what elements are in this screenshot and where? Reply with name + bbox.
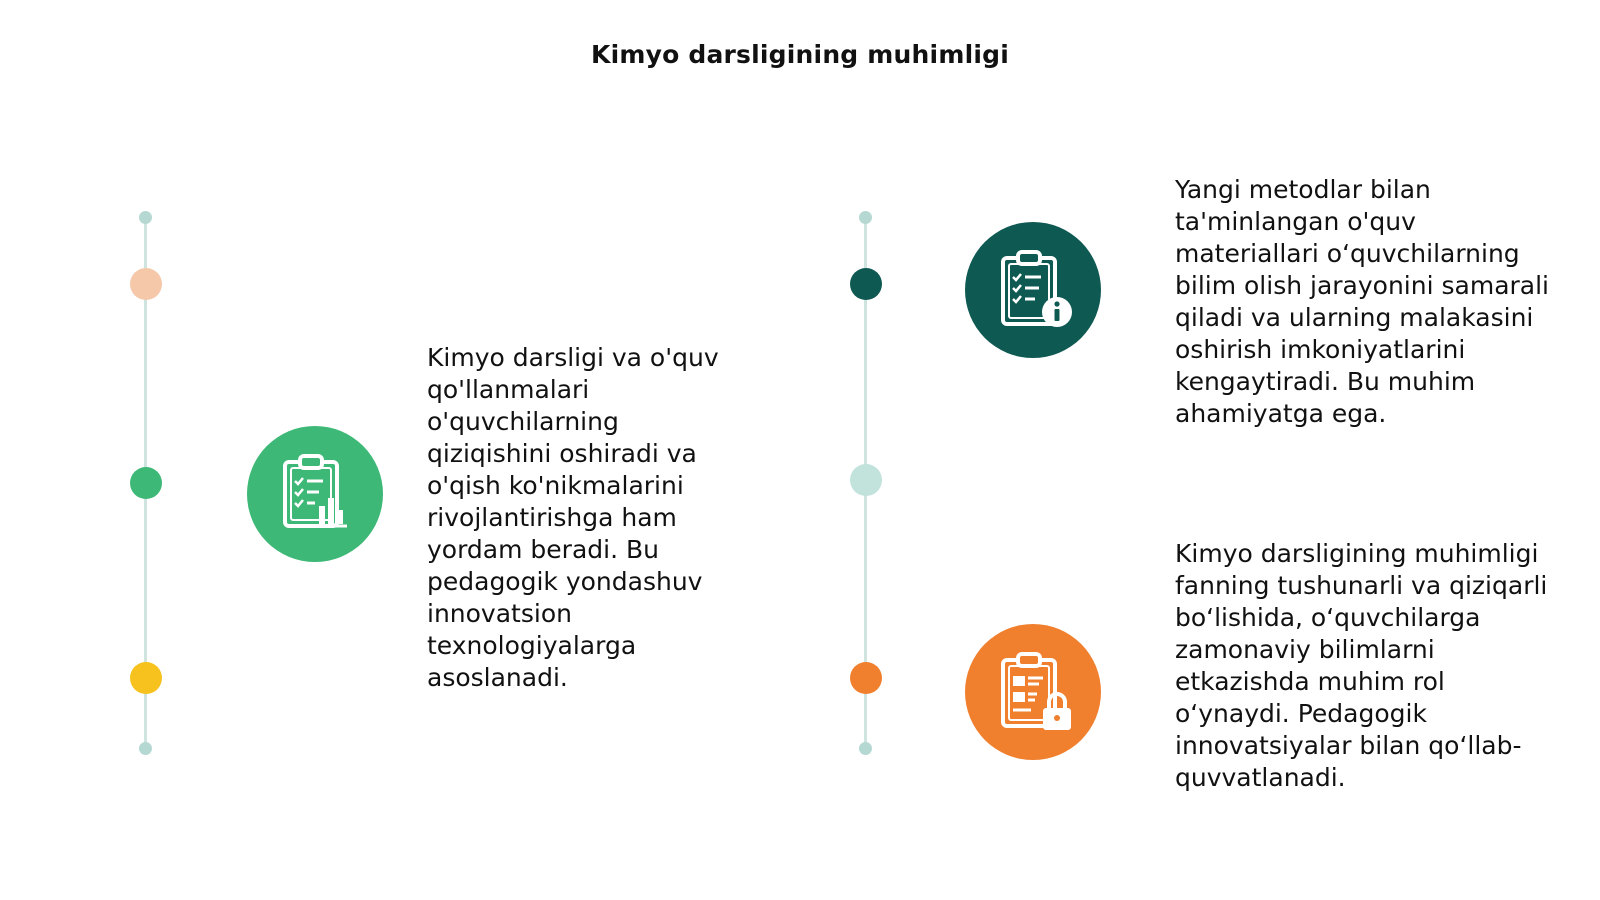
timeline-right — [846, 205, 886, 765]
timeline-left-dot-green — [130, 467, 162, 499]
timeline-left-dot-peach — [130, 268, 162, 300]
clipboard-lock-icon — [965, 624, 1101, 760]
timeline-right-start-dot — [859, 211, 872, 224]
text-block-3: Kimyo darsligining muhimligi fanning tushunarli va qiziqarli bo‘lishida, o‘quvchilarga zamonaviy bilimlarni etkazishda muhim rol o‘ynaydi. Pedagogik innovatsiyalar bilan qo‘llab-quvvatlanadi. — [1175, 539, 1548, 792]
timeline-left-dot-yellow — [130, 662, 162, 694]
timeline-left-end-dot — [139, 742, 152, 755]
clipboard-chart-icon — [247, 426, 383, 562]
timeline-right-dot-light-teal — [850, 464, 882, 496]
text-block-1: Kimyo darsligi va o'quv qo'llanmalari o'quvchilarning qiziqishini oshiradi va o'qish ko'nikmalarini rivojlantirishga ham yordam beradi. Bu pedagogik yondashuv innovatsion texnologiyalarga asoslanadi. — [427, 343, 719, 692]
timeline-left-start-dot — [139, 211, 152, 224]
timeline-right-dot-orange — [850, 662, 882, 694]
text-block-2: Yangi metodlar bilan ta'minlangan o'quv materiallari o‘quvchilarning bilim olish jarayonini samarali qiladi va ularning malakasini oshirish imkoniyatlarini kengaytiradi. Bu muhim ahamiyatga ega. — [1175, 175, 1549, 428]
slide-title: Kimyo darsligining muhimligi — [591, 40, 1009, 69]
timeline-left — [126, 205, 166, 765]
timeline-right-dot-teal — [850, 268, 882, 300]
timeline-right-end-dot — [859, 742, 872, 755]
clipboard-info-icon — [965, 222, 1101, 358]
